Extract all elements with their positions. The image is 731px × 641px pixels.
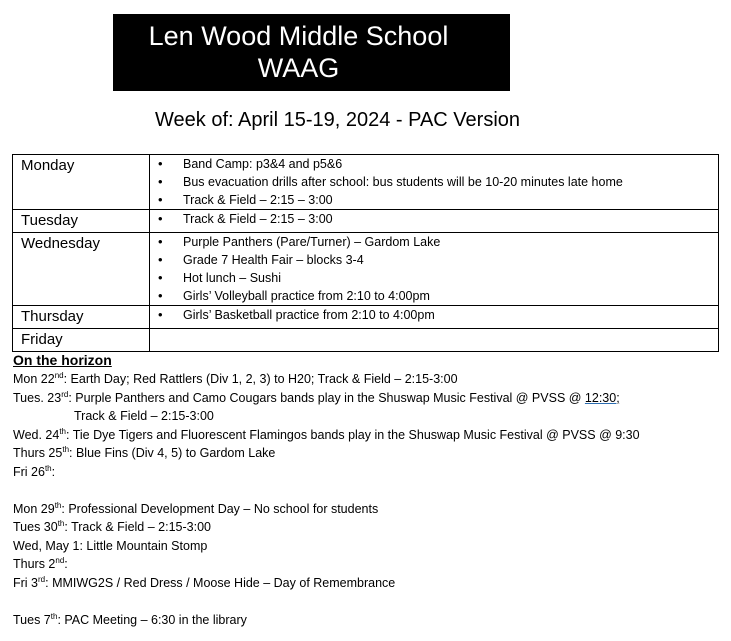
horizon-line-text: : Tie Dye Tigers and Fluorescent Flamingos bands play in the Shuswap Music Festival @ PVSS @ 9:30 bbox=[66, 427, 640, 442]
weekly-schedule-table bbox=[12, 154, 719, 352]
horizon-line-sup: nd bbox=[54, 370, 64, 380]
event-item: • Purple Panthers (Pare/Turner) – Gardom Lake bbox=[150, 233, 718, 251]
horizon-line bbox=[13, 611, 723, 630]
horizon-line-pre: Thurs 25 bbox=[13, 446, 63, 460]
horizon-line-pre: Wed, May 1: Little Mountain Stomp bbox=[13, 538, 208, 553]
day-cell: Thursday bbox=[13, 306, 150, 329]
horizon-line-pre: Fri 3 bbox=[13, 575, 38, 590]
horizon-line-sup: rd bbox=[38, 574, 46, 584]
horizon-line-pre: Thurs 2 bbox=[13, 557, 56, 571]
events-cell bbox=[150, 210, 719, 233]
horizon-line bbox=[13, 537, 723, 556]
events-cell bbox=[150, 233, 719, 306]
event-item: • Track & Field – 2:15 – 3:00 bbox=[150, 210, 718, 228]
schedule-row bbox=[13, 233, 719, 306]
horizon-line-text: : Track & Field – 2:15-3:00 bbox=[64, 520, 211, 534]
events-cell bbox=[150, 306, 719, 329]
horizon-line-sup: th bbox=[50, 611, 58, 621]
horizon-line bbox=[13, 481, 723, 500]
horizon-line bbox=[13, 574, 723, 593]
horizon-line-text: : Purple Panthers and Camo Cougars bands play in the Shuswap Music Festival @ PVSS @ bbox=[68, 390, 585, 405]
horizon-line-pre: Tues 30 bbox=[13, 520, 58, 534]
week-of-heading: Week of: April 15-19, 2024 - PAC Version bbox=[155, 109, 521, 131]
horizon-line-sup: nd bbox=[55, 555, 65, 565]
horizon-line bbox=[13, 389, 723, 408]
horizon-line bbox=[13, 592, 723, 611]
day-cell: Monday bbox=[13, 155, 150, 210]
event-item: • Grade 7 Health Fair – blocks 3-4 bbox=[150, 251, 718, 269]
horizon-line bbox=[13, 518, 723, 537]
underlined-time: 12:30; bbox=[584, 390, 620, 405]
horizon-line bbox=[13, 407, 723, 426]
event-item: • Girls’ Basketball practice from 2:10 to 4:00pm bbox=[150, 306, 718, 324]
horizon-line-sup: th bbox=[62, 444, 70, 454]
day-cell: Friday bbox=[13, 329, 150, 352]
horizon-line-pre: Mon 22 bbox=[13, 372, 55, 386]
event-list bbox=[150, 306, 718, 324]
horizon-line bbox=[13, 555, 723, 574]
event-item: • Track & Field – 2:15 – 3:00 bbox=[150, 191, 718, 209]
day-cell: Tuesday bbox=[13, 210, 150, 233]
event-item: • Girls’ Volleyball practice from 2:10 to 4:00pm bbox=[150, 287, 718, 305]
events-cell bbox=[150, 329, 719, 352]
horizon-line-pre: Tues 7 bbox=[13, 612, 51, 627]
horizon-line-pre: Tues. 23 bbox=[13, 390, 62, 405]
event-list bbox=[150, 233, 718, 305]
day-cell: Wednesday bbox=[13, 233, 150, 306]
horizon-line-text: Track & Field – 2:15-3:00 bbox=[74, 409, 214, 423]
event-item: • Hot lunch – Sushi bbox=[150, 269, 718, 287]
event-list bbox=[150, 210, 718, 228]
horizon-line-text: : bbox=[64, 557, 68, 571]
horizon-line-sup: th bbox=[54, 500, 62, 510]
events-cell bbox=[150, 155, 719, 210]
horizon-heading: On the horizon bbox=[13, 352, 112, 368]
on-the-horizon-section bbox=[13, 350, 723, 629]
school-banner bbox=[113, 14, 510, 91]
horizon-line bbox=[13, 444, 723, 463]
horizon-line-sup: rd bbox=[61, 389, 69, 399]
horizon-line-sup: th bbox=[44, 463, 52, 473]
horizon-line-text: : Earth Day; Red Rattlers (Div 1, 2, 3) to H20; Track & Field – 2:15-3:00 bbox=[63, 372, 458, 386]
horizon-line-text: : MMIWG2S / Red Dress / Moose Hide – Day of Remembrance bbox=[45, 575, 396, 590]
horizon-line-pre: Fri 26 bbox=[13, 464, 45, 479]
horizon-line-sup: th bbox=[59, 426, 66, 436]
horizon-line-text: : Professional Development Day – No school for students bbox=[61, 501, 379, 516]
horizon-line bbox=[13, 370, 723, 389]
horizon-line bbox=[13, 500, 723, 519]
school-name: Len Wood Middle School bbox=[148, 21, 449, 51]
schedule-row bbox=[13, 329, 719, 352]
event-list bbox=[150, 155, 718, 209]
horizon-line-text: : Blue Fins (Div 4, 5) to Gardom Lake bbox=[69, 446, 276, 460]
horizon-line-sup: th bbox=[57, 518, 65, 528]
event-item: • Band Camp: p3&4 and p5&6 bbox=[150, 155, 718, 173]
horizon-line bbox=[13, 426, 723, 445]
event-item: • Bus evacuation drills after school: bus students will be 10-20 minutes late home bbox=[150, 173, 718, 191]
horizon-line bbox=[13, 463, 723, 482]
schedule-row bbox=[13, 155, 719, 210]
horizon-line-text: : PAC Meeting – 6:30 in the library bbox=[57, 612, 247, 627]
banner-subtitle: WAAG bbox=[257, 53, 340, 83]
horizon-line-text: : bbox=[51, 464, 56, 479]
horizon-line-pre: Wed. 24 bbox=[13, 427, 60, 442]
schedule-row bbox=[13, 306, 719, 329]
horizon-line-pre: Mon 29 bbox=[13, 501, 55, 516]
schedule-row bbox=[13, 210, 719, 233]
